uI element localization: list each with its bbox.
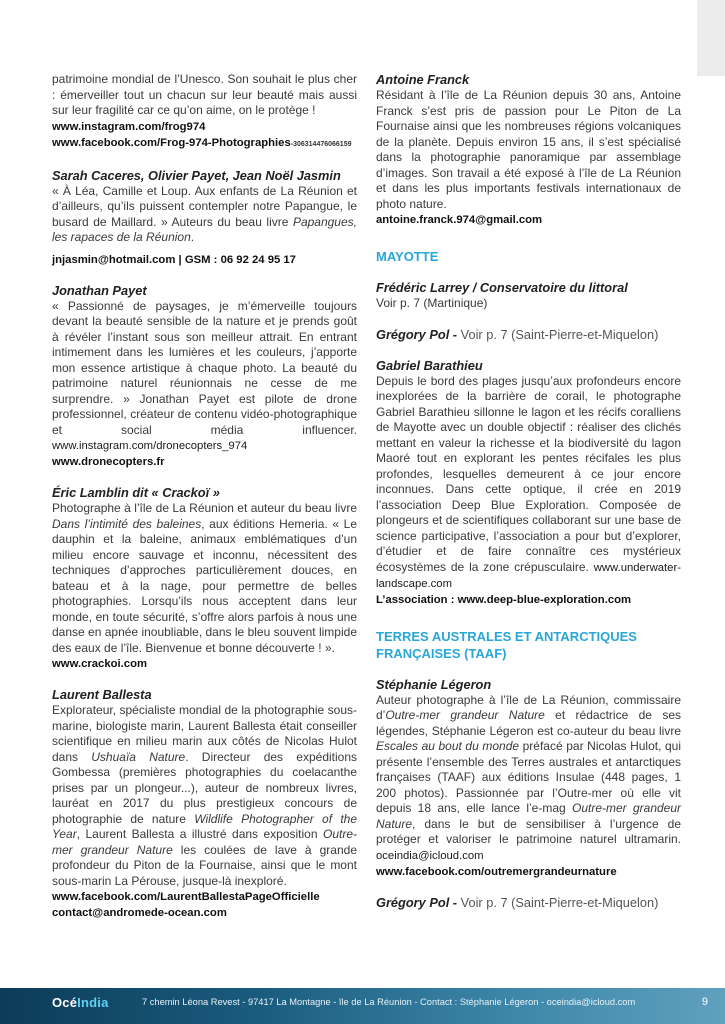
footer-contact-text: 7 chemin Léona Revest - 97417 La Montagne - île de La Réunion - Contact : Stéphanie Légeron - oceindia@icloud.com	[142, 997, 636, 1007]
eric-site-link[interactable]: www.crackoi.com	[52, 658, 148, 670]
caceres-text-end: .	[190, 230, 195, 244]
right-column	[376, 72, 681, 911]
footer-bar	[0, 988, 725, 1024]
stephanie-name: Stéphanie Légeron	[376, 676, 492, 692]
stephanie-emag-title: Outre-mer grandeur Nature	[376, 801, 682, 831]
jonathan-text: « Passionné de paysages, je m’émerveille toujours devant la beauté sensible de la nature et je prends goût à révéler l’instant sous son meilleur attrait. En entrant intimement dans les lumières et les couleurs, j’apporte mon essence artistique à chaque photo. La beauté du patrimoine naturel réunionnais ne cesse de me surprendre. » Jonathan Payet est pilote de drone professionnel, créateur de contenu vidéo-photographique et social média influencer.	[52, 298, 357, 437]
pol-reference: Voir p. 7 (Saint-Pierre-et-Miquelon)	[460, 326, 659, 342]
caceres-book-title: Papangues, les rapaces de la Réunion	[52, 214, 357, 244]
eric-text: Photographe à l’île de La Réunion et auteur du beau livre	[52, 501, 357, 515]
oceindia-logo	[52, 995, 109, 1010]
jonathan-name: Jonathan Payet	[52, 282, 147, 298]
stephanie-text: Auteur photographe à l’île de La Réunion, commissaire d’	[376, 692, 681, 722]
frog-facebook-link[interactable]	[52, 135, 357, 153]
stephanie-text-3: préfacé par Nicolas Hulot, qui présente l’ensemble des Terres australes et antarctiques françaises (TAAF) aux éditions Insulae (448 pages, 1 200 photos). Passionnée par l’Outre-mer où elle vit depuis 18 ans, elle lance l’e-mag	[376, 739, 681, 815]
eric-name: Éric Lamblin dit « Crackoï »	[52, 485, 220, 500]
stephanie-expo-title: Outre-mer grandeur Nature	[385, 708, 545, 722]
gabriel-site-link[interactable]: www.underwater-landscape.com	[376, 561, 681, 590]
laurent-name: Laurent Ballesta	[52, 687, 152, 702]
caceres-contact[interactable]: jnjasmin@hotmail.com | GSM : 06 92 24 95 17	[52, 253, 296, 266]
frog-facebook-id: -306314476066159	[290, 140, 352, 148]
gabriel-name: Gabriel Barathieu	[376, 357, 483, 373]
laurent-text-2: . Directeur des expéditions Gombessa (premières photographies du coelacanthe prises par un plongeur...), auteur de nombreux livres, lauréat en 2017 du plus prestigieux concours de photographie de nature	[52, 749, 358, 826]
laurent-award-title: Wildlife Photographer of the Year	[52, 811, 358, 841]
larrey-reference: Voir p. 7 (Martinique)	[376, 296, 488, 310]
logo-part-2: India	[77, 995, 109, 1010]
left-column	[52, 72, 357, 921]
laurent-text-4: les coulées de lave à grande profondeur du Piton de la Fournaise, ainsi que le mont sous-marin La Pérouse, jusque-là inexploré.	[52, 842, 357, 888]
stephanie-email-link[interactable]: oceindia@icloud.com	[376, 849, 484, 862]
laurent-email-link[interactable]: contact@andromede-ocean.com	[52, 907, 227, 919]
section-heading-taaf: TERRES AUSTRALES ET ANTARCTIQUES FRANÇAISES (TAAF)	[376, 628, 637, 661]
pol-name: Grégory Pol -	[376, 326, 461, 342]
antoine-email-link[interactable]: antoine.franck.974@gmail.com	[376, 214, 543, 226]
section-heading-mayotte: MAYOTTE	[376, 249, 439, 264]
laurent-text-3: , Laurent Ballesta a illustré dans exposition	[76, 827, 323, 841]
stephanie-text-4: , dans le but de sensibiliser à l’urgence de protéger et valoriser le patrimoine naturel ultramarin.	[376, 816, 681, 846]
jonathan-site-link[interactable]: www.dronecopters.fr	[52, 456, 165, 468]
frog-facebook-url: www.facebook.com/Frog-974-Photographies	[52, 136, 291, 149]
laurent-show-title: Ushuaïa Nature	[91, 749, 186, 764]
stephanie-text-2: et rédactrice de ses légendes, Stéphanie Légeron est co-auteur du beau livre	[376, 708, 681, 738]
antoine-name: Antoine Franck	[376, 72, 470, 87]
gabriel-text: Depuis le bord des plages jusqu’aux profondeurs encore inexplorées de la barrière de corail, le photographe Gabriel Barathieu sillonne le lagon et les récifs coralliens de Mayotte avec un double objectif : réaliser des clichés mettant en valeur la richesse et la biodiversité du lagon Maoré tout en explorant les pentes récifales les plus profondes, lesquelles demeurent à ce jour encore inconnues. Dans cette optique, il crée en 2019 l’association Deep Blue Exploration. Composée de plongeurs et de scientifiques collaborant sur une base de science participative, l’association a pour but d’explorer, d’étudier et de faire connaître ces mystérieux écosystèmes de la zone crépusculaire.	[376, 373, 681, 574]
frog-instagram-link[interactable]: www.instagram.com/frog974	[52, 120, 206, 133]
larrey-name: Frédéric Larrey / Conservatoire du littoral	[376, 280, 628, 295]
pol-entry-2	[376, 895, 681, 911]
caceres-description	[52, 184, 357, 246]
stephanie-book-title: Escales au bout du monde	[376, 739, 520, 753]
gabriel-description	[376, 374, 681, 592]
pol-entry-1	[376, 327, 681, 343]
stephanie-facebook-link[interactable]: www.facebook.com/outremergrandeurnature	[376, 865, 617, 878]
logo-part-1: Océ	[52, 995, 78, 1010]
eric-text-end: , aux éditions Hemeria. « Le dauphin et la baleine, animaux emblématiques d’un milieu encore sauvage et inconnu, nécessitent des techniques d’approches particulièrement douces, en bateau et à la nage, pour permettre de belles photographies. Lorsqu’ils nous acceptent dans leur monde, en toute sécurité, s’offre alors parfois à nous une danse en apnée inoubliable, dans le bleu souvent limpide des eaux de l’île. Bienvenue et bonne découverte ! ».	[52, 516, 358, 655]
caceres-text: « À Léa, Camille et Loup. Aux enfants de La Réunion et d’ailleurs, qu’ils puissent contempler notre Papangue, le busard de Maillard. » Auteurs du beau livre	[52, 183, 357, 229]
stephanie-description	[376, 693, 681, 864]
pol-name: Grégory Pol -	[376, 894, 461, 910]
jonathan-description	[52, 299, 357, 455]
antoine-description: Résidant à l’île de La Réunion depuis 30 ans, Antoine Franck s’est pris de passion pour Le Piton de La Fournaise ainsi que les nombreuses régions volcaniques de la planète. Depuis environ 15 ans, il s’est spécialisé dans la photographie panoramique par assemblage d’images. Son travail a été exposé à l’île de La Réunion et dans les plus importants festivals internationaux de photo nature.	[376, 88, 681, 211]
eric-book-title: Dans l’intimité des baleines	[52, 516, 202, 531]
laurent-description	[52, 703, 357, 889]
frog-description: patrimoine mondial de l’Unesco. Son souhait le plus cher : émerveiller tout un chacun sur leur beauté mais aussi sur leur fragilité car ce qu’on aime, on le protège !	[52, 72, 357, 117]
page-number: 9	[701, 996, 708, 1008]
laurent-expo-title: Outre-mer grandeur Nature	[52, 827, 357, 857]
laurent-facebook-link[interactable]: www.facebook.com/LaurentBallestaPageOfficielle	[52, 891, 320, 903]
jonathan-instagram-link[interactable]: www.instagram.com/dronecopters_974	[52, 440, 248, 452]
caceres-name: Sarah Caceres, Olivier Payet, Jean Noël Jasmin	[52, 167, 341, 183]
page-corner-tab	[697, 0, 725, 76]
eric-description	[52, 501, 357, 656]
gabriel-association-link[interactable]: L’association : www.deep-blue-exploration.com	[376, 593, 632, 606]
laurent-text: Explorateur, spécialiste mondial de la photographie sous-marine, biologiste marin, Laurent Ballesta était conseiller scientifique en milieu marin aux côtés de Nicolas Hulot dans	[52, 703, 357, 764]
pol-reference: Voir p. 7 (Saint-Pierre-et-Miquelon)	[460, 894, 659, 910]
